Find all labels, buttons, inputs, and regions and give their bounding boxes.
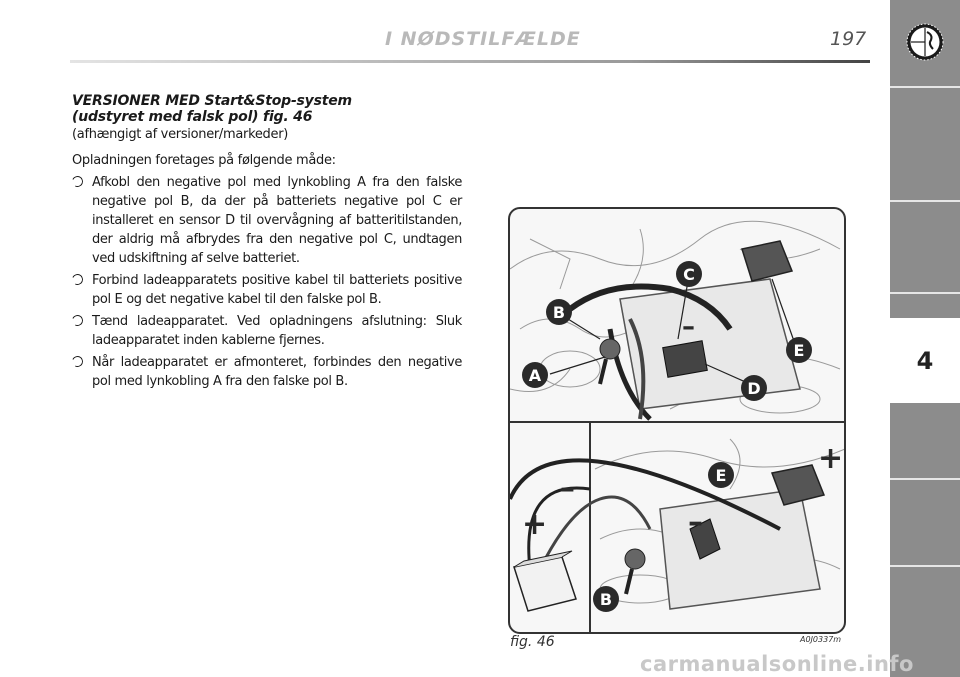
- section-intro: Opladningen foretages på følgende måde:: [72, 153, 336, 168]
- label-minus-left: –: [560, 471, 575, 506]
- label-plus-left: +: [522, 507, 548, 542]
- page-number: 197: [830, 28, 867, 50]
- header-rule: [70, 60, 870, 63]
- figure-caption: fig. 46: [510, 634, 555, 650]
- sidebar-divider: [890, 86, 960, 88]
- steps-list: [72, 173, 462, 391]
- sidebar-divider: [890, 565, 960, 567]
- watermark: carmanualsonline.info: [640, 652, 914, 676]
- label-plus-right: +: [818, 441, 844, 476]
- page-header-title: I NØDSTILFÆLDE: [385, 28, 581, 50]
- list-item: Forbind ladeapparatets positive kabel til batteriets positive pol E og det negative kabel til den falske pol B.: [72, 271, 462, 309]
- section-content: [72, 93, 462, 394]
- chapter-tab: [890, 315, 960, 403]
- label-minus-center: –: [688, 505, 703, 540]
- chapter-number: 4: [916, 346, 934, 375]
- sidebar-divider: [890, 200, 960, 202]
- section-subnote: (afhængigt af versioner/markeder): [72, 127, 289, 142]
- label-e-lower: E: [708, 462, 734, 488]
- label-d: D: [741, 375, 767, 401]
- figure-code: A0J0337m: [800, 635, 842, 644]
- list-item: Tænd ladeapparatet. Ved opladningens afslutning: Sluk ladeapparatet inden kablerne fjernes.: [72, 312, 462, 350]
- label-e: E: [786, 337, 812, 363]
- section-heading: [72, 93, 462, 125]
- sidebar-divider: [890, 478, 960, 480]
- label-a: A: [522, 362, 548, 388]
- section-heading-line1: VERSIONER MED Start&Stop-system: [72, 93, 352, 109]
- bullet-icon: [70, 272, 84, 286]
- bullet-icon: [70, 354, 84, 368]
- list-item: Når ladeapparatet er afmonteret, forbindes den negative pol med lynkobling A fra den falske pol B.: [72, 353, 462, 391]
- list-item: Afkobl den negative pol med lynkobling A fra den falske negative pol B, da der på batteriets negative pol C er installeret en sensor D til overvågning af batteritilstanden, der aldrig må afbrydes fra den negative pol C, undtagen ved udskiftning af selve batteriet.: [72, 173, 462, 268]
- label-b-lower: B: [593, 586, 619, 612]
- bullet-icon: [70, 174, 84, 188]
- bullet-icon: [70, 313, 84, 327]
- figure-46: [508, 207, 846, 634]
- label-c: C: [676, 261, 702, 287]
- label-b: B: [546, 299, 572, 325]
- alfa-romeo-logo-icon: [905, 22, 945, 62]
- label-minus-upper: –: [682, 312, 695, 342]
- section-heading-line2: (udstyret med falsk pol) fig. 46: [72, 109, 313, 125]
- sidebar-divider: [890, 292, 960, 294]
